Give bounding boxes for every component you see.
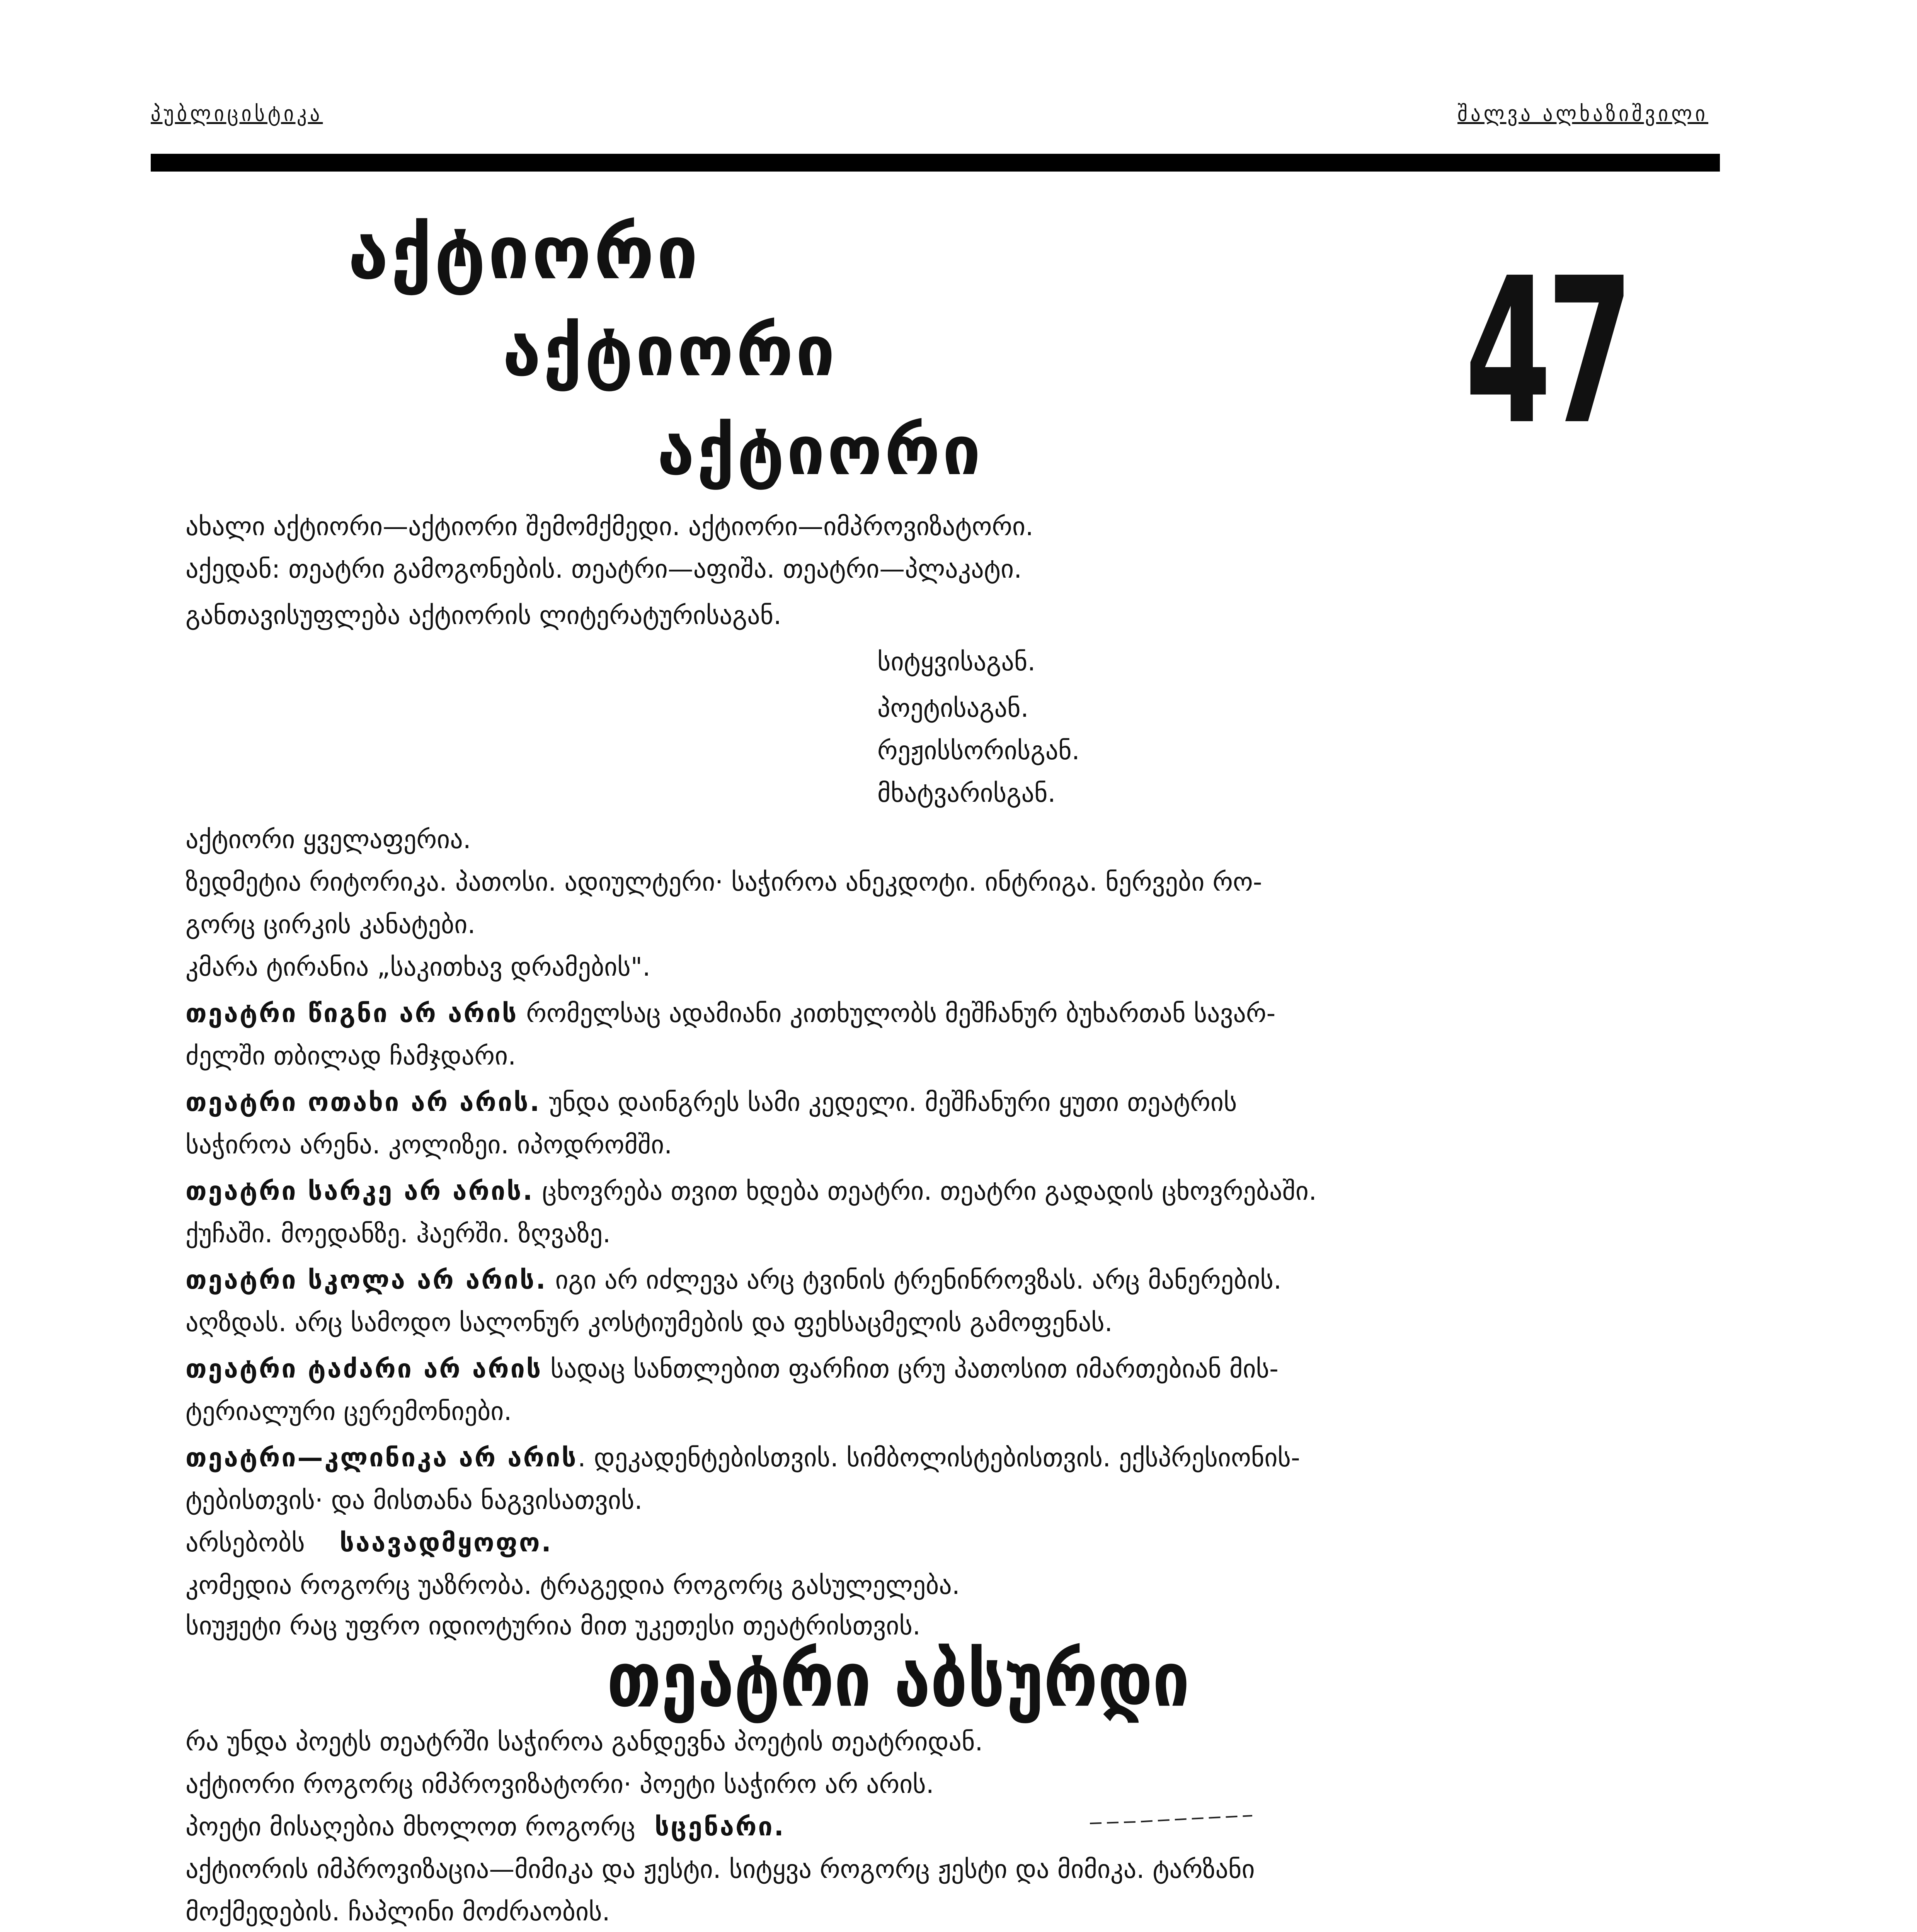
text-line: მოქმედების. ჩაპლინი მოძრაობის. <box>186 1897 610 1927</box>
text-line: კმარა ტირანია „საკითხავ დრამების". <box>186 952 651 982</box>
text-line: მხატვარისგან. <box>877 778 1056 808</box>
keyword: თეატრი ტაძარი არ არის <box>186 1354 543 1384</box>
text-line: პოეტი მისაღებია მხოლოთ როგორც სცენარი. <box>186 1812 785 1842</box>
keyword: თეატრი ოთახი არ არის. <box>186 1087 541 1117</box>
title-actor-1: აქტიორი <box>348 210 700 296</box>
text-line: განთავისუფლება აქტიორის ლიტერატურისაგან. <box>186 600 782 630</box>
text-line: კომედია როგორც უაზრობა. ტრაგედია როგორც გასულელება. <box>186 1570 960 1600</box>
text-line: არსებობს საავადმყოფო. <box>186 1528 553 1558</box>
header-rule <box>151 154 1720 172</box>
text-line: რა უნდა პოეტს თეატრში საჭიროა განდევნა პოეტის თეატრიდან. <box>186 1727 983 1757</box>
text-line: სიტყვისაგან. <box>877 647 1036 677</box>
chapter-number: 47 <box>1465 235 1629 469</box>
text-line: თეატრი სარკე არ არის. ცხოვრება თვით ხდება თეატრი. თეატრი გადადის ცხოვრებაში. <box>186 1176 1317 1206</box>
text-line: გორც ცირკის კანატები. <box>186 910 476 939</box>
text-line: რეჟისსორისგან. <box>877 736 1080 765</box>
running-header-right: შალვა ალხაზიშვილი <box>1457 101 1708 126</box>
text-line: აქედან: თეატრი გამოგონების. თეატრი—აფიშა. თეატრი—პლაკატი. <box>186 554 1022 584</box>
text-line: პოეტისაგან. <box>877 693 1029 723</box>
text-line: ტებისთვის· და მისთანა ნაგვისათვის. <box>186 1485 643 1515</box>
text-line: საჭიროა არენა. კოლიზეი. იპოდრომში. <box>186 1130 672 1160</box>
text-line: აღზდას. არც სამოდო სალონურ კოსტიუმების და ფეხსაცმელის გამოფენას. <box>186 1308 1113 1337</box>
text-line: თეატრი ტაძარი არ არის სადაც სანთლებით ფარჩით ცრუ პათოსით იმართებიან მის- <box>186 1354 1279 1384</box>
text-line: თეატრი სკოლა არ არის. იგი არ იძლევა არც ტვინის ტრენინროვზას. არც მანერების. <box>186 1265 1282 1295</box>
text-line: ზედმეტია რიტორიკა. პათოსი. ადიულტერი· საჭიროა ანეკდოტი. ინტრიგა. ნერვები რო- <box>186 867 1262 897</box>
keyword: თეატრი—კლინიკა არ არის <box>186 1443 578 1473</box>
heading-absurd: თეატრი აბსურდი <box>607 1636 1190 1724</box>
text-line: ახალი აქტიორი—აქტიორი შემომქმედი. აქტიორი—იმპროვიზატორი. <box>186 512 1034 541</box>
text-line: ძელში თბილად ჩამჯდარი. <box>186 1041 516 1071</box>
text-line: აქტიორის იმპროვიზაცია—მიმიკა და ჟესტი. სიტყვა როგორც ჟესტი და მიმიკა. ტარზანი <box>186 1854 1255 1884</box>
keyword: თეატრი წიგნი არ არის <box>186 998 518 1028</box>
text-line: ტერიალური ცერემონიები. <box>186 1396 512 1426</box>
title-actor-3: აქტიორი <box>657 412 983 490</box>
pen-stroke-mark <box>1090 1814 1252 1826</box>
text-line: სიუჟეტი რაც უფრო იდიოტურია მით უკეთესი თეატრისთვის. <box>186 1611 921 1641</box>
text-line: თეატრი წიგნი არ არის რომელსაც ადამიანი კითხულობს მეშჩანურ ბუხართან სავარ- <box>186 998 1276 1028</box>
keyword: სცენარი. <box>654 1812 785 1842</box>
text-line: თეატრი—კლინიკა არ არის. დეკადენტებისთვის. სიმბოლისტებისთვის. ექსპრესიონის- <box>186 1443 1300 1473</box>
running-header-left: პუბლიცისტიკა <box>151 101 323 126</box>
text-line: აქტიორი როგორც იმპროვიზატორი· პოეტი საჭირო არ არის. <box>186 1769 934 1799</box>
keyword: თეატრი სკოლა არ არის. <box>186 1265 547 1295</box>
text-line: აქტიორი ყველაფერია. <box>186 825 471 854</box>
keyword: თეატრი სარკე არ არის. <box>186 1176 534 1206</box>
title-actor-2: აქტიორი <box>502 311 838 392</box>
text-line: თეატრი ოთახი არ არის. უნდა დაინგრეს სამი კედელი. მეშჩანური ყუთი თეატრის <box>186 1087 1237 1117</box>
text-line: ქუჩაში. მოედანზე. ჰაერში. ზღვაზე. <box>186 1219 611 1248</box>
keyword: საავადმყოფო. <box>339 1528 553 1558</box>
